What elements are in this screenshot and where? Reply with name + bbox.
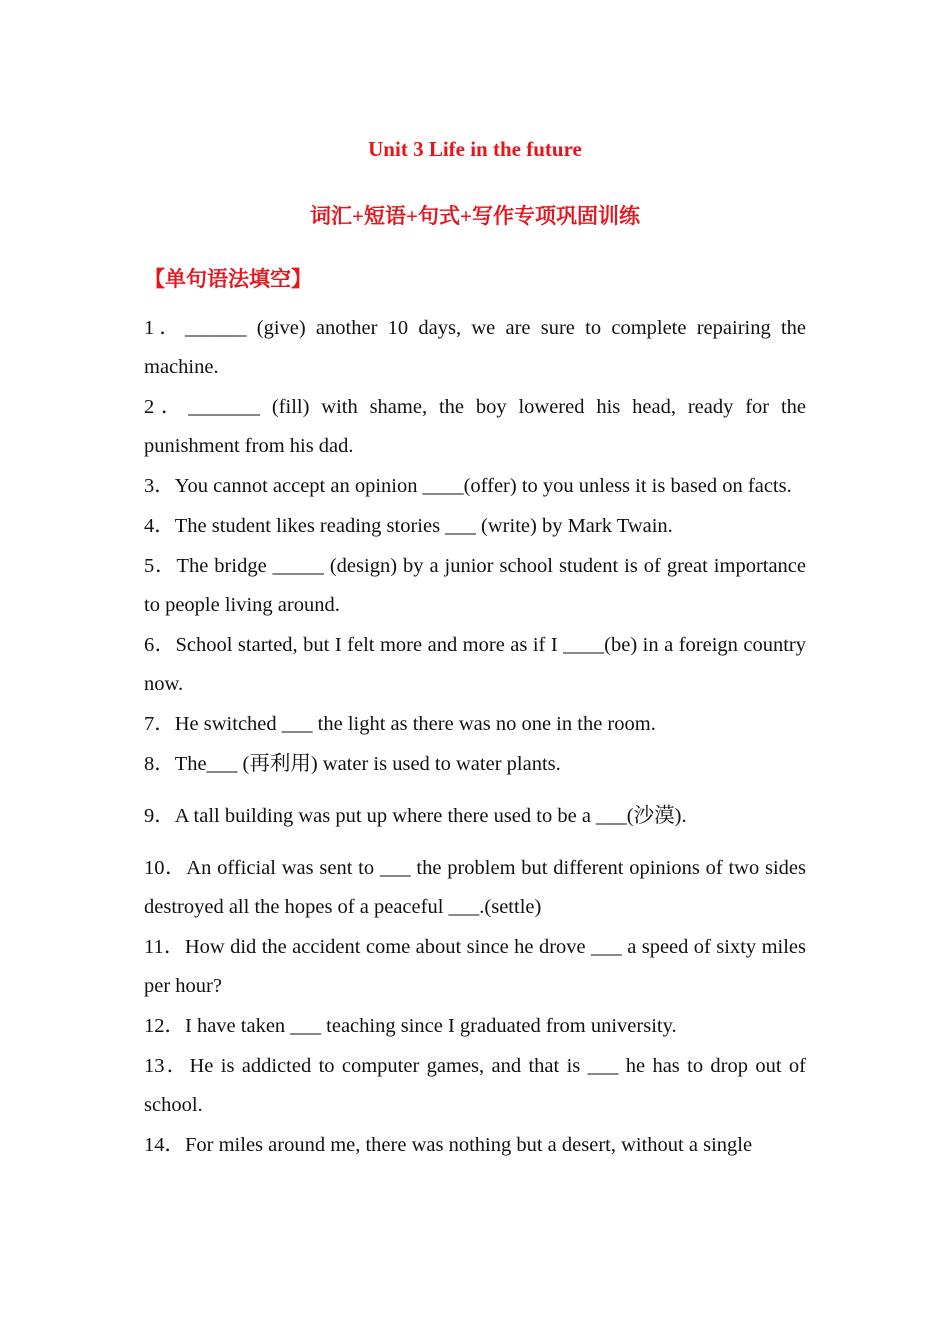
question-number: 5．	[144, 555, 177, 577]
question-number: 14．	[144, 1134, 185, 1156]
question-item	[144, 1047, 806, 1125]
question-number: 4．	[144, 515, 175, 537]
question-number: 7．	[144, 713, 175, 735]
question-text: The___ (再利用) water is used to water plants.	[174, 753, 561, 775]
question-item	[144, 928, 806, 1006]
document-title: Unit 3 Life in the future	[368, 137, 582, 161]
question-number: 9．	[144, 805, 175, 827]
question-number: 2．	[144, 396, 189, 418]
question-item	[144, 797, 806, 836]
question-item	[144, 467, 806, 506]
question-number: 10．	[144, 857, 187, 879]
question-number: 12．	[144, 1015, 185, 1037]
question-text: The bridge _____ (design) by a junior school student is of great importance to people living around.	[144, 555, 807, 616]
question-text: The student likes reading stories ___ (write) by Mark Twain.	[174, 515, 673, 537]
question-text: He switched ___ the light as there was no one in the room.	[174, 713, 656, 735]
question-text: He is addicted to computer games, and that is ___ he has to drop out of school.	[144, 1055, 807, 1116]
question-text: An official was sent to ___ the problem but different opinions of two sides destroyed all the hopes of a peaceful ___.(settle)	[144, 857, 807, 918]
question-list	[144, 309, 806, 1166]
question-item	[144, 705, 806, 744]
question-number: 1．	[144, 317, 185, 339]
question-item	[144, 1126, 806, 1165]
question-item	[144, 547, 806, 625]
question-number: 6．	[144, 634, 176, 656]
section-heading: 【单句语法填空】	[144, 267, 312, 291]
document-subtitle: 词汇+短语+句式+写作专项巩固训练	[310, 204, 640, 228]
question-text: You cannot accept an opinion ____(offer) to you unless it is based on facts.	[174, 475, 792, 497]
question-number: 3．	[144, 475, 175, 497]
question-number: 8．	[144, 753, 175, 775]
question-number: 13．	[144, 1055, 190, 1077]
question-item	[144, 626, 806, 704]
question-number: 11．	[144, 936, 185, 958]
question-text: _______ (fill) with shame, the boy lowered his head, ready for the punishment from his dad.	[144, 396, 807, 457]
question-text: A tall building was put up where there used to be a ___(沙漠).	[174, 805, 687, 827]
question-item	[144, 1007, 806, 1046]
question-text: School started, but I felt more and more as if I ____(be) in a foreign country now.	[144, 634, 807, 695]
question-item	[144, 745, 806, 784]
question-item	[144, 388, 806, 466]
question-text: How did the accident come about since he drove ___ a speed of sixty miles per hour?	[144, 936, 806, 997]
question-item	[144, 309, 806, 387]
question-text: For miles around me, there was nothing but a desert, without a single	[185, 1134, 753, 1156]
question-item	[144, 849, 806, 927]
question-text: ______ (give) another 10 days, we are sure to complete repairing the machine.	[144, 317, 806, 378]
question-text: I have taken ___ teaching since I graduated from university.	[185, 1015, 677, 1037]
question-item	[144, 507, 806, 546]
